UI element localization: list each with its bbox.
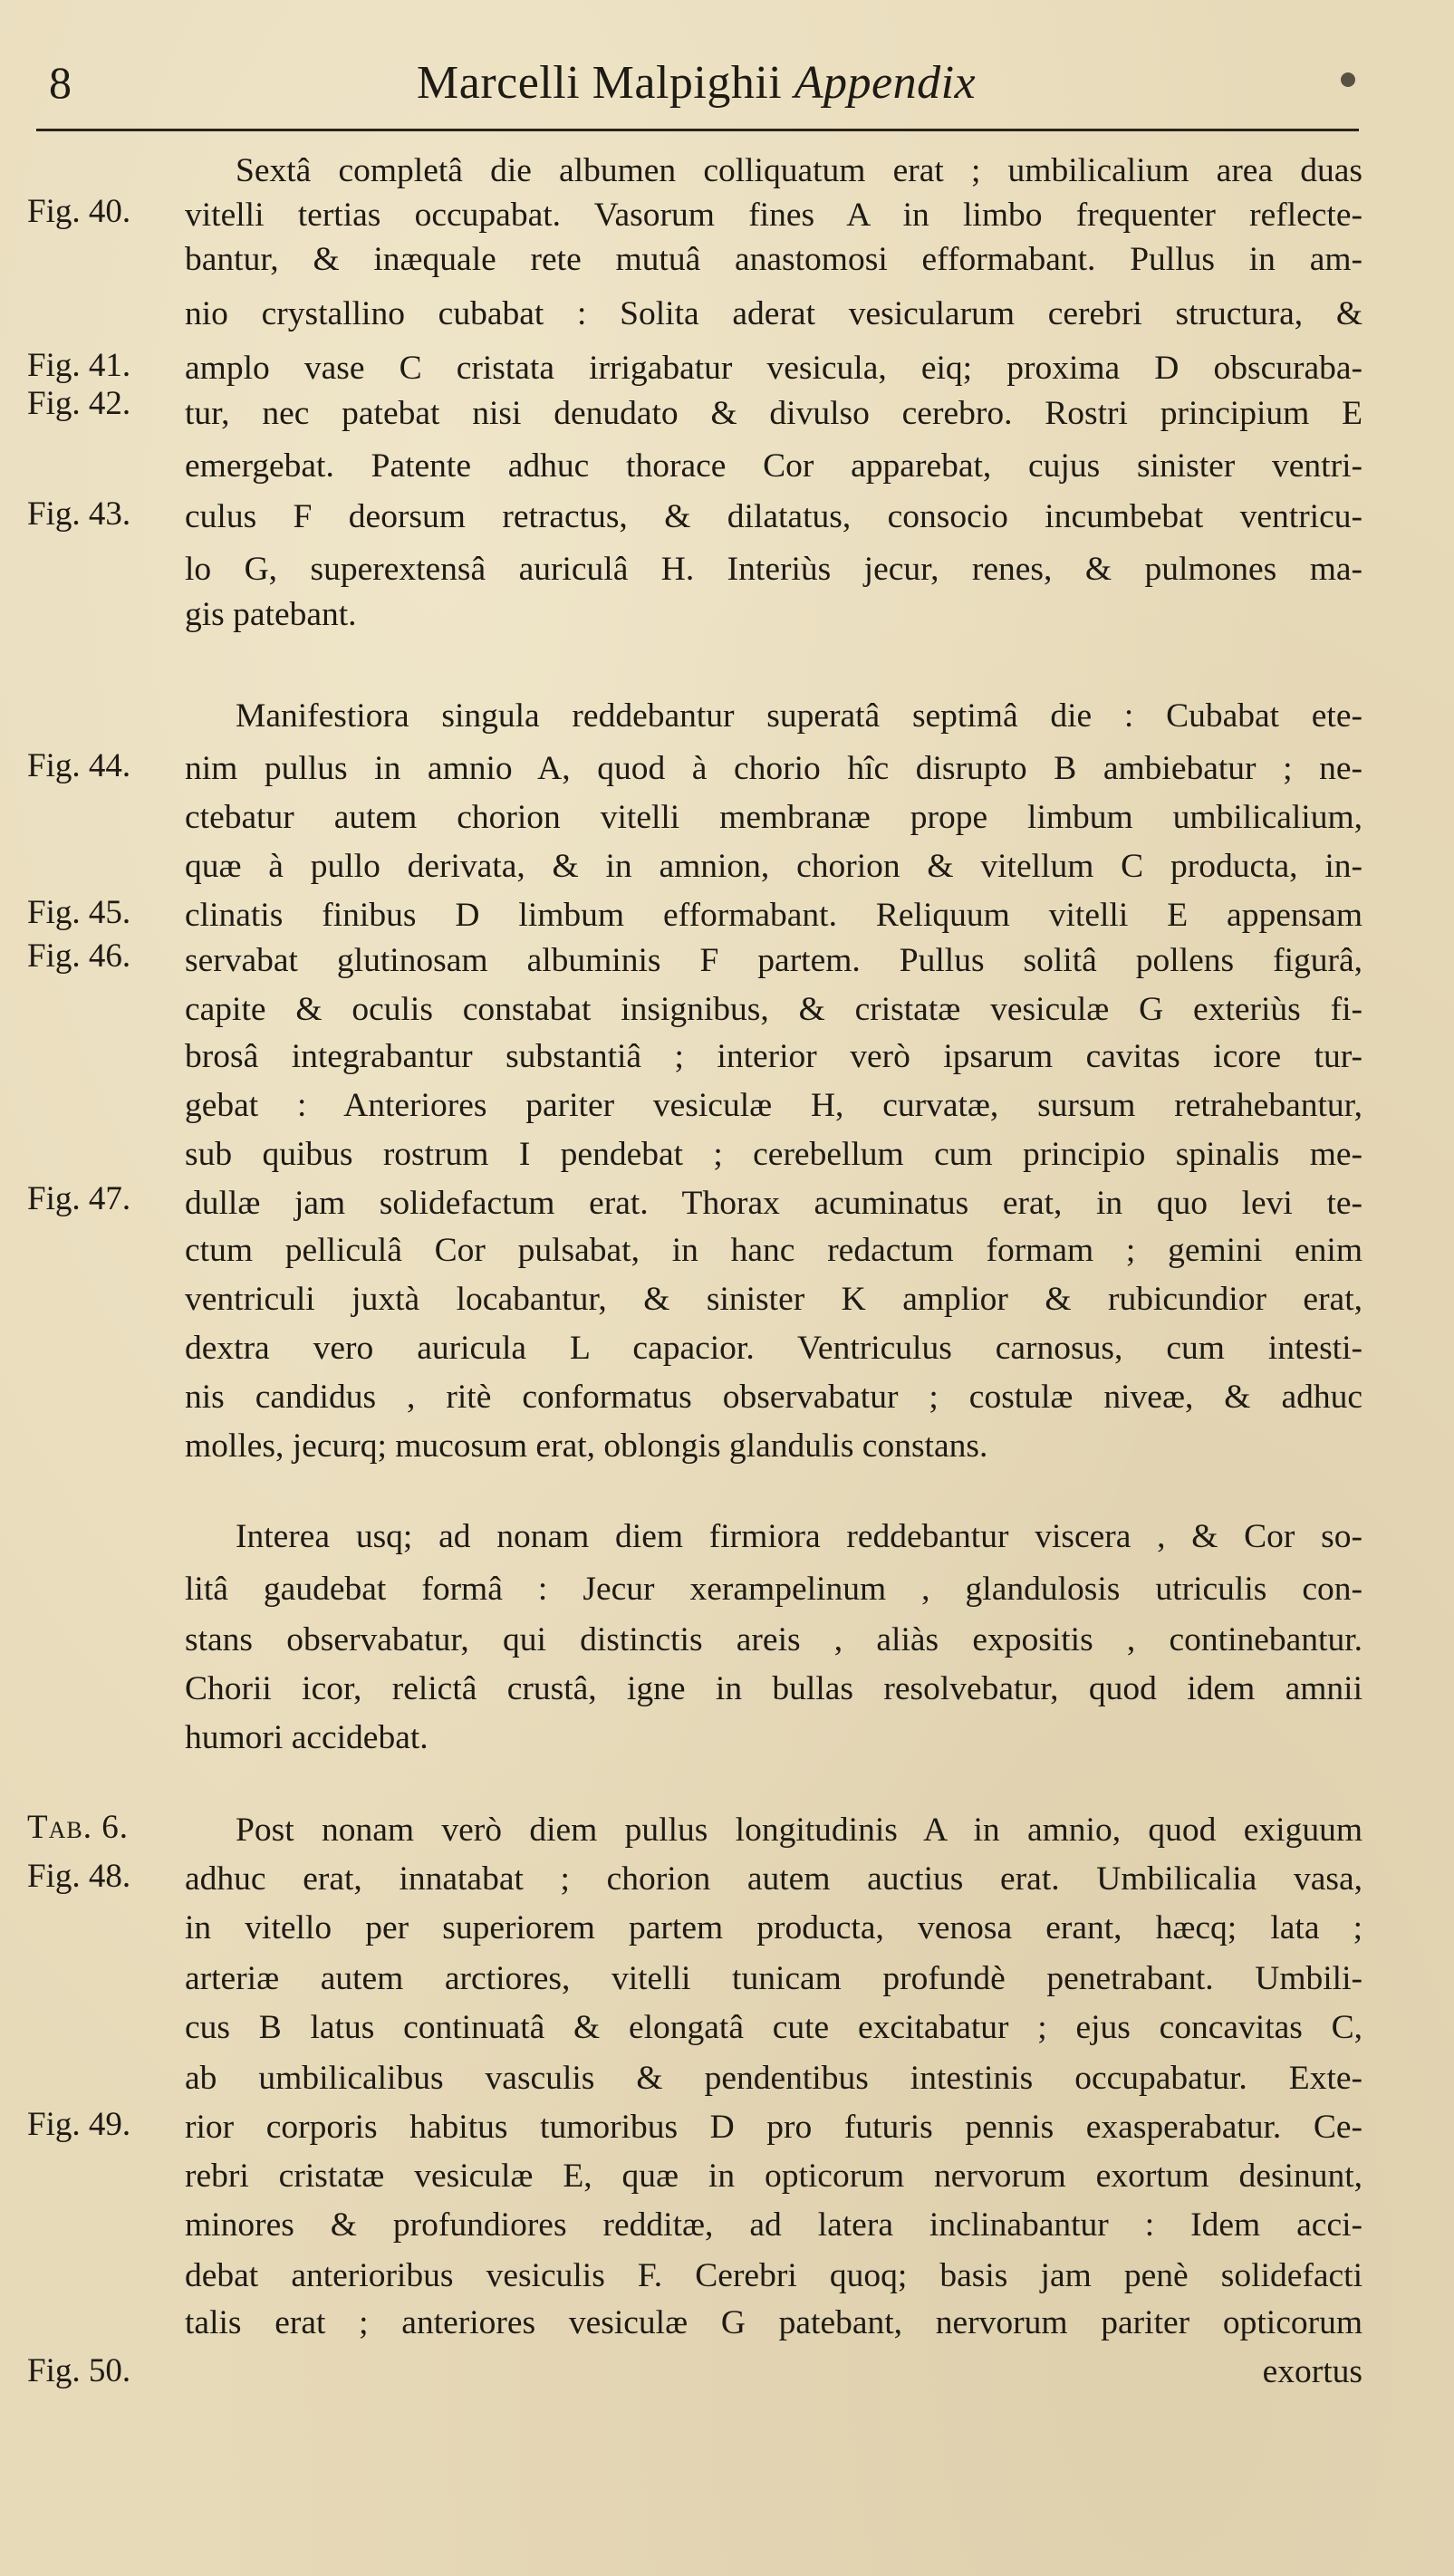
- text-line: quæ à pullo derivata, & in amnion, chorion & vitellum C producta, in-: [185, 848, 1363, 885]
- text-line: dextra vero auricula L capacior. Ventriculus carnosus, cum intesti-: [185, 1330, 1363, 1367]
- margin-note-fig-48: Fig. 48.: [27, 1858, 131, 1895]
- margin-note-fig-42: Fig. 42.: [27, 385, 131, 422]
- text-line: nis candidus , ritè conformatus observabatur ; costulæ niveæ, & adhuc: [185, 1379, 1363, 1416]
- text-line: Manifestiora singula reddebantur superatâ septimâ die : Cubabat ete-: [236, 697, 1363, 735]
- text-line: ctum pelliculâ Cor pulsabat, in hanc redactum formam ; gemini enim: [185, 1232, 1363, 1269]
- margin-note-fig-49: Fig. 49.: [27, 2106, 131, 2143]
- page-number: 8: [49, 57, 72, 108]
- text-line: in vitello per superiorem partem producta, venosa erant, hæcq; lata ;: [185, 1909, 1363, 1946]
- text-line: rebri cristatæ vesiculæ E, quæ in opticorum nervorum exortum desinunt,: [185, 2158, 1363, 2195]
- text-line: molles, jecurq; mucosum erat, oblongis glandulis constans.: [185, 1427, 988, 1465]
- running-title-italic: Appendix: [794, 57, 977, 109]
- margin-note-tab-6: Tab. 6.: [27, 1809, 129, 1846]
- margin-note-fig-44: Fig. 44.: [27, 747, 131, 784]
- text-line: talis erat ; anteriores vesiculæ G patebant, nervorum pariter opticorum: [185, 2304, 1363, 2341]
- text-line: cus B latus continuatâ & elongatâ cute excitabatur ; ejus concavitas C,: [185, 2009, 1363, 2046]
- text-line: humori accidebat.: [185, 1719, 428, 1756]
- text-line: ctebatur autem chorion vitelli membranæ prope limbum umbilicalium,: [185, 799, 1363, 836]
- text-line: servabat glutinosam albuminis F partem. Pullus solitâ pollens figurâ,: [185, 942, 1363, 979]
- text-line: capite & oculis constabat insignibus, & cristatæ vesiculæ G exteriùs fi-: [185, 991, 1363, 1028]
- text-line: gebat : Anteriores pariter vesiculæ H, curvatæ, sursum retrahebantur,: [185, 1087, 1363, 1124]
- text-line: minores & profundiores redditæ, ad latera inclinabantur : Idem acci-: [185, 2206, 1363, 2244]
- ink-dot-ornament: [1341, 72, 1355, 87]
- text-line: stans observabatur, qui distinctis areis , aliàs expositis , continebantur.: [185, 1621, 1363, 1658]
- text-line: emergebat. Patente adhuc thorace Cor apparebat, cujus sinister ventri-: [185, 447, 1363, 485]
- text-line: culus F deorsum retractus, & dilatatus, consocio incumbebat ventricu-: [185, 498, 1363, 535]
- running-title: [417, 56, 976, 110]
- text-line: litâ gaudebat formâ : Jecur xerampelinum , glandulosis utriculis con-: [185, 1571, 1363, 1608]
- text-line: Interea usq; ad nonam diem firmiora reddebantur viscera , & Cor so-: [236, 1518, 1363, 1555]
- text-line: debat anterioribus vesiculis F. Cerebri quoq; basis jam penè solidefacti: [185, 2257, 1363, 2294]
- text-line: amplo vase C cristata irrigabatur vesicula, eiq; proxima D obscuraba-: [185, 350, 1363, 387]
- text-line: sub quibus rostrum I pendebat ; cerebellum cum principio spinalis me-: [185, 1136, 1363, 1173]
- margin-note-fig-40: Fig. 40.: [27, 193, 131, 230]
- margin-note-fig-43: Fig. 43.: [27, 495, 131, 533]
- margin-note-fig-41: Fig. 41.: [27, 347, 131, 384]
- text-line: adhuc erat, innatabat ; chorion autem auctius erat. Umbilicalia vasa,: [185, 1860, 1363, 1898]
- running-header: [36, 49, 1359, 130]
- header-rule: [36, 129, 1359, 131]
- text-line: nim pullus in amnio A, quod à chorio hîc disrupto B ambiebatur ; ne-: [185, 750, 1363, 787]
- text-line: lo G, superextensâ auriculâ H. Interiùs jecur, renes, & pulmones ma-: [185, 551, 1363, 588]
- text-line: dullæ jam solidefactum erat. Thorax acuminatus erat, in quo levi te-: [185, 1185, 1363, 1222]
- text-line: brosâ integrabantur substantiâ ; interior verò ipsarum cavitas icore tur-: [185, 1038, 1363, 1075]
- margin-note-fig-50: Fig. 50.: [27, 2352, 131, 2389]
- text-line: Chorii icor, relictâ crustâ, igne in bullas resolvebatur, quod idem amnii: [185, 1670, 1363, 1707]
- text-line: Post nonam verò diem pullus longitudinis A in amnio, quod exiguum: [236, 1812, 1363, 1849]
- margin-note-fig-46: Fig. 46.: [27, 937, 131, 975]
- text-line: nio crystallino cubabat : Solita aderat vesicularum cerebri structura, &: [185, 295, 1363, 332]
- running-title-roman: Marcelli Malpighii: [417, 57, 794, 109]
- text-line: gis patebant.: [185, 596, 357, 633]
- text-line: rior corporis habitus tumoribus D pro futuris pennis exasperabatur. Ce-: [185, 2109, 1363, 2146]
- text-line: vitelli tertias occupabat. Vasorum fines A in limbo frequenter reflecte-: [185, 197, 1363, 234]
- margin-note-fig-47: Fig. 47.: [27, 1180, 131, 1217]
- text-line: clinatis finibus D limbum efformabant. Reliquum vitelli E appensam: [185, 897, 1363, 934]
- text-line: ventriculi juxtà locabantur, & sinister K amplior & rubicundior erat,: [185, 1281, 1363, 1318]
- catchword: exortus: [1262, 2353, 1363, 2390]
- text-line: bantur, & inæquale rete mutuâ anastomosi efformabant. Pullus in am-: [185, 241, 1363, 278]
- text-line: Sextâ completâ die albumen colliquatum erat ; umbilicalium area duas: [236, 152, 1363, 189]
- text-line: arteriæ autem arctiores, vitelli tunicam profundè penetrabant. Umbili-: [185, 1960, 1363, 1997]
- margin-note-fig-45: Fig. 45.: [27, 894, 131, 931]
- text-line: ab umbilicalibus vasculis & pendentibus intestinis occupabatur. Exte-: [185, 2060, 1363, 2097]
- text-line: tur, nec patebat nisi denudato & divulso cerebro. Rostri principium E: [185, 395, 1363, 432]
